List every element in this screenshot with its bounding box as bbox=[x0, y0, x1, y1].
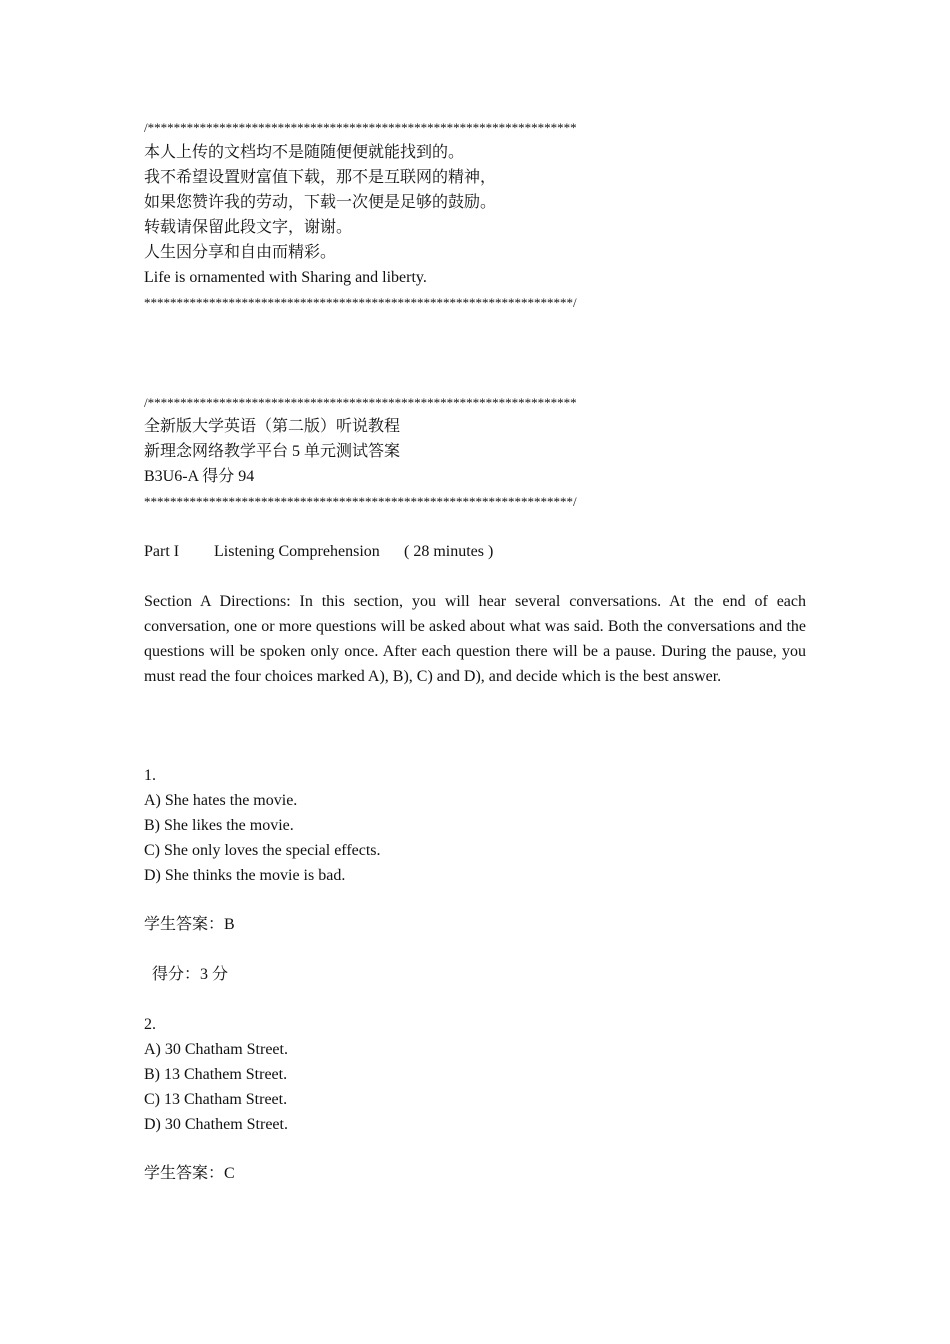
part-heading bbox=[144, 542, 493, 562]
header-line: 我不希望设置财富值下载，那不是互联网的精神， bbox=[144, 169, 497, 186]
part-label: Part I bbox=[144, 543, 180, 560]
question-option: C) 13 Chatham Street. bbox=[144, 1091, 288, 1108]
question-option: A) 30 Chatham Street. bbox=[144, 1041, 288, 1058]
question-score: 得分：3 分 bbox=[152, 966, 229, 983]
header-close-stars: ******************************************************************/ bbox=[144, 295, 577, 310]
question-option: C) She only loves the special effects. bbox=[144, 842, 381, 859]
title-line: B3U6-A 得分 94 bbox=[144, 468, 255, 485]
header-line: 人生因分享和自由而精彩。 bbox=[144, 244, 337, 261]
question-option: B) 13 Chathem Street. bbox=[144, 1066, 288, 1083]
student-answer: 学生答案：B bbox=[144, 916, 235, 933]
section-directions: Section A Directions: In this section, you will hear several conversations. At the end of each conversation, one or more questions will be asked about what was said. Both the conversations and the questions will be spoken only once. After each question there will be a pause. During the pause, you must read the four choices marked A), B), C) and D), and decide which is the best answer. bbox=[144, 593, 806, 685]
header-line: 如果您赞许我的劳动，下载一次便是足够的鼓励。 bbox=[144, 194, 497, 211]
question-option: B) She likes the movie. bbox=[144, 817, 294, 834]
part-name: Listening Comprehension bbox=[214, 543, 380, 560]
student-answer: 学生答案：C bbox=[144, 1165, 235, 1182]
question-option: A) She hates the movie. bbox=[144, 792, 298, 809]
question-number: 2. bbox=[144, 1016, 156, 1033]
header-open-stars: /****************************************************************** bbox=[144, 120, 577, 135]
header-line: 本人上传的文档均不是随随便便就能找到的。 bbox=[144, 144, 465, 161]
question-option: D) She thinks the movie is bad. bbox=[144, 867, 346, 884]
header-line: Life is ornamented with Sharing and liberty. bbox=[144, 269, 427, 286]
title-open-stars: /****************************************************************** bbox=[144, 395, 577, 410]
part-time: ( 28 minutes ) bbox=[404, 543, 494, 560]
question-number: 1. bbox=[144, 767, 156, 784]
title-line: 新理念网络教学平台 5 单元测试答案 bbox=[144, 443, 401, 460]
title-close-stars: ******************************************************************/ bbox=[144, 494, 577, 509]
title-line: 全新版大学英语（第二版）听说教程 bbox=[144, 418, 401, 435]
question-option: D) 30 Chathem Street. bbox=[144, 1116, 288, 1133]
header-line: 转载请保留此段文字，谢谢。 bbox=[144, 219, 353, 236]
